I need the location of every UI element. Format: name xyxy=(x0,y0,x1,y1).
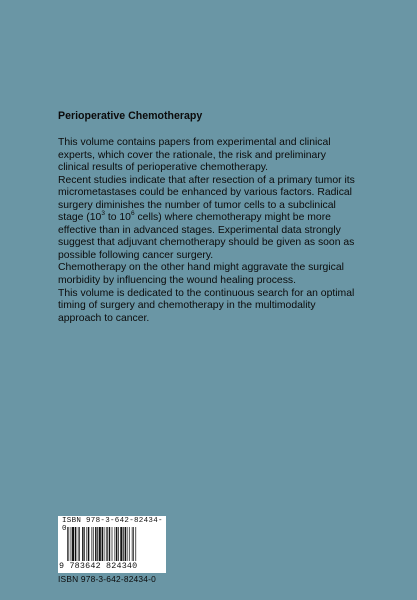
blurb xyxy=(58,137,358,325)
barcode-bars xyxy=(67,527,163,561)
barcode-bar xyxy=(112,527,113,561)
barcode-digits: 9 783642 824340 xyxy=(59,561,138,571)
barcode-bar xyxy=(95,527,96,561)
barcode-bar xyxy=(82,527,83,561)
barcode-bar xyxy=(79,527,80,561)
barcode-bar xyxy=(106,527,107,561)
barcode-bar xyxy=(116,527,117,561)
barcode-isbn-label: ISBN 978-3-642-82434-0 xyxy=(62,517,163,533)
blurb-paragraph-1: This volume contains papers from experimental and clinical experts, which cover the rationale, the risk and preliminary clinical results of perioperative chemotherapy. xyxy=(58,137,331,174)
barcode-bar xyxy=(135,527,136,561)
barcode-bar xyxy=(91,527,92,561)
barcode-bar xyxy=(71,527,72,561)
barcode-bar xyxy=(107,527,108,561)
barcode-bar xyxy=(97,527,98,561)
barcode-bar xyxy=(75,527,76,561)
barcode-bar xyxy=(115,527,116,561)
blurb-paragraph-2: Recent studies indicate that after resection of a primary tumor its micrometastases could be enhanced by various factors. Radical surgery diminishes the number of tumor cells to a subclinical stage ($10^3$ to $10^6$ cells) where chemotherapy might be more effective than in advanced stages. Experimental data strongly suggest that adjuvant chemotherapy should be given as soon as possible following cancer surgery. xyxy=(58,174,355,261)
barcode-bar xyxy=(118,527,119,561)
barcode-bar xyxy=(104,527,105,561)
barcode-bar xyxy=(67,527,68,561)
barcode-bar xyxy=(132,527,133,561)
barcode-bar xyxy=(78,527,79,561)
blurb-paragraph-3: Chemotherapy on the other hand might aggravate the surgical morbidity by influencing the wound healing process. xyxy=(58,262,344,287)
barcode-bar xyxy=(86,527,87,561)
book-title: Perioperative Chemotherapy xyxy=(58,110,203,122)
barcode xyxy=(58,516,166,573)
barcode-bar xyxy=(88,527,89,561)
barcode-bar xyxy=(72,527,74,561)
barcode-bar xyxy=(84,527,85,561)
barcode-bar xyxy=(125,527,126,561)
exponent-3: 3 xyxy=(101,209,105,217)
blurb-paragraph-4: This volume is dedicated to the continuous search for an optimal timing of surgery and chemotherapy in the multimodality approach to cancer. xyxy=(58,287,355,324)
barcode-bar xyxy=(123,527,124,561)
exponent-6: 6 xyxy=(130,209,135,217)
barcode-bar xyxy=(102,527,103,561)
isbn-text: ISBN 978-3-642-82434-0 xyxy=(58,574,156,584)
barcode-bar xyxy=(133,527,134,561)
barcode-bar xyxy=(129,527,130,561)
barcode-bar xyxy=(109,527,110,561)
barcode-bar xyxy=(99,527,101,561)
barcode-bar xyxy=(127,527,128,561)
barcode-bar xyxy=(93,527,94,561)
barcode-bar xyxy=(120,527,122,561)
barcode-bar xyxy=(68,527,69,561)
